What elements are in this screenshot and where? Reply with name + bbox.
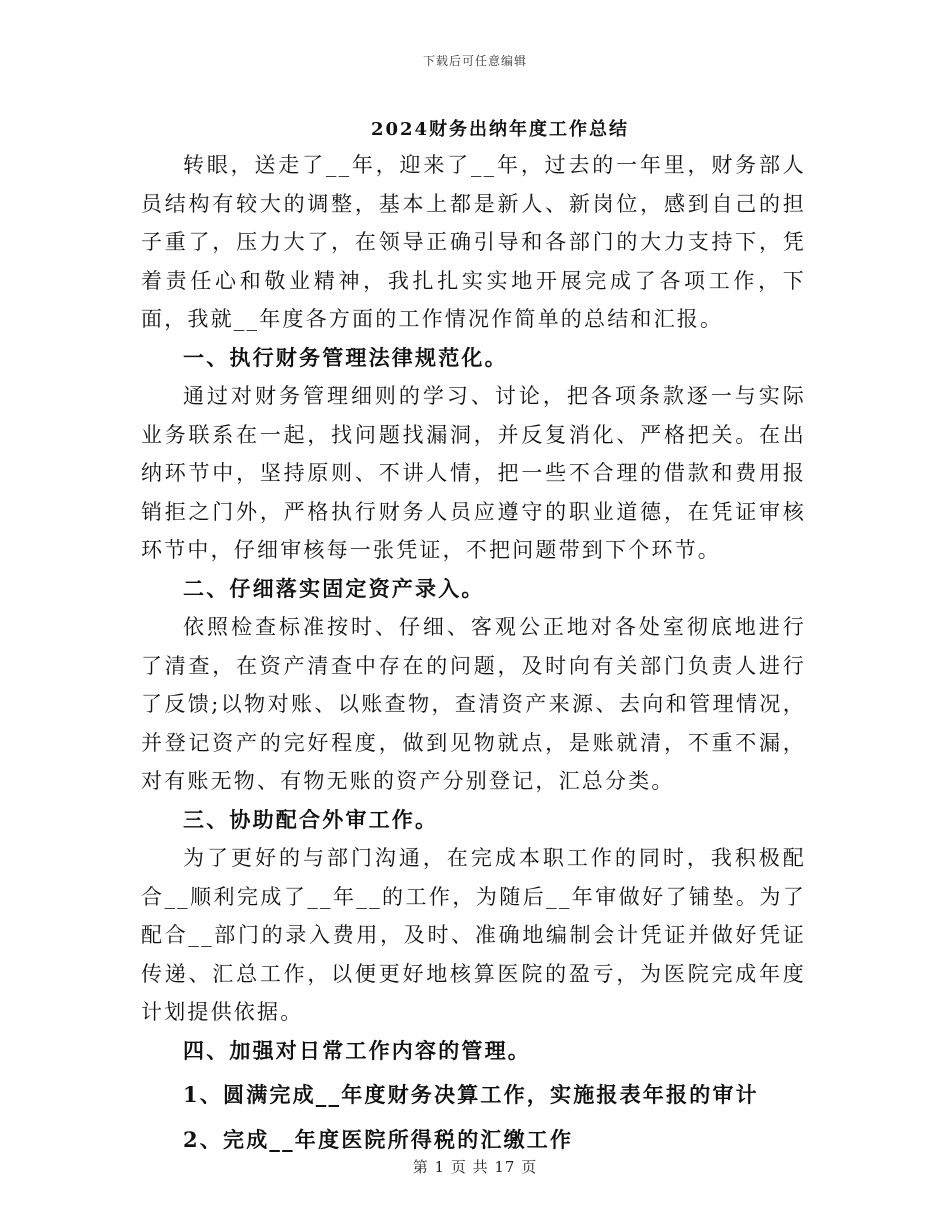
list-item: 2、完成__年度医院所得税的汇缴工作: [183, 1126, 574, 1152]
section-heading-3: 三、协助配合外审工作。: [183, 806, 439, 832]
intro-paragraph: 转眼，送走了__年，迎来了__年，过去的一年里，财务部人员结构有较大的调整，基本上都是新人、新岗位，感到自己的担子重了，压力大了，在领导正确引导和各部门的大力支持下，凭着责任心和敬业精神，我扎扎实实地开展完成了各项工作，下面，我就__年度各方面的工作情况作简单的总结和汇报。: [141, 153, 806, 331]
section-paragraph-3: 为了更好的与部门沟通，在完成本职工作的同时，我积极配合__顺利完成了__年__的工作，为随后__年审做好了铺垫。为了配合__部门的录入费用，及时、准确地编制会计凭证并做好凭证传递、汇总工作，以便更好地核算医院的盈亏，为医院完成年度计划提供依据。: [141, 846, 806, 1024]
section-paragraph-2: 依照检查标准按时、仔细、客观公正地对各处室彻底地进行了清查，在资产清查中存在的问题，及时向有关部门负责人进行了反馈;以物对账、以账查物，查清资产来源、去向和管理情况，并登记资产的完好程度，做到见物就点，是账就清，不重不漏，对有账无物、有物无账的资产分别登记，汇总分类。: [141, 615, 806, 793]
document-body: [141, 146, 806, 1159]
section-paragraph-1: 通过对财务管理细则的学习、讨论，把各项条款逐一与实际业务联系在一起，找问题找漏洞，并反复消化、严格把关。在出纳环节中，坚持原则、不讲人情，把一些不合理的借款和费用报销拒之门外，严格执行财务人员应遵守的职业道德，在凭证审核环节中，仔细审核每一张凭证，不把问题带到下个环节。: [141, 384, 806, 562]
page-footer: 第 1 页 共 17 页: [412, 1158, 538, 1176]
page-header: 下载后可任意编辑: [422, 54, 527, 68]
section-heading-2: 二、仔细落实固定资产录入。: [183, 575, 485, 601]
section-heading-4: 四、加强对日常工作内容的管理。: [183, 1037, 531, 1063]
section-heading-1: 一、执行财务管理法律规范化。: [183, 344, 508, 370]
list-item: 1、圆满完成__年度财务决算工作，实施报表年报的审计: [183, 1082, 759, 1107]
document-title: 2024财务出纳年度工作总结: [370, 119, 630, 140]
